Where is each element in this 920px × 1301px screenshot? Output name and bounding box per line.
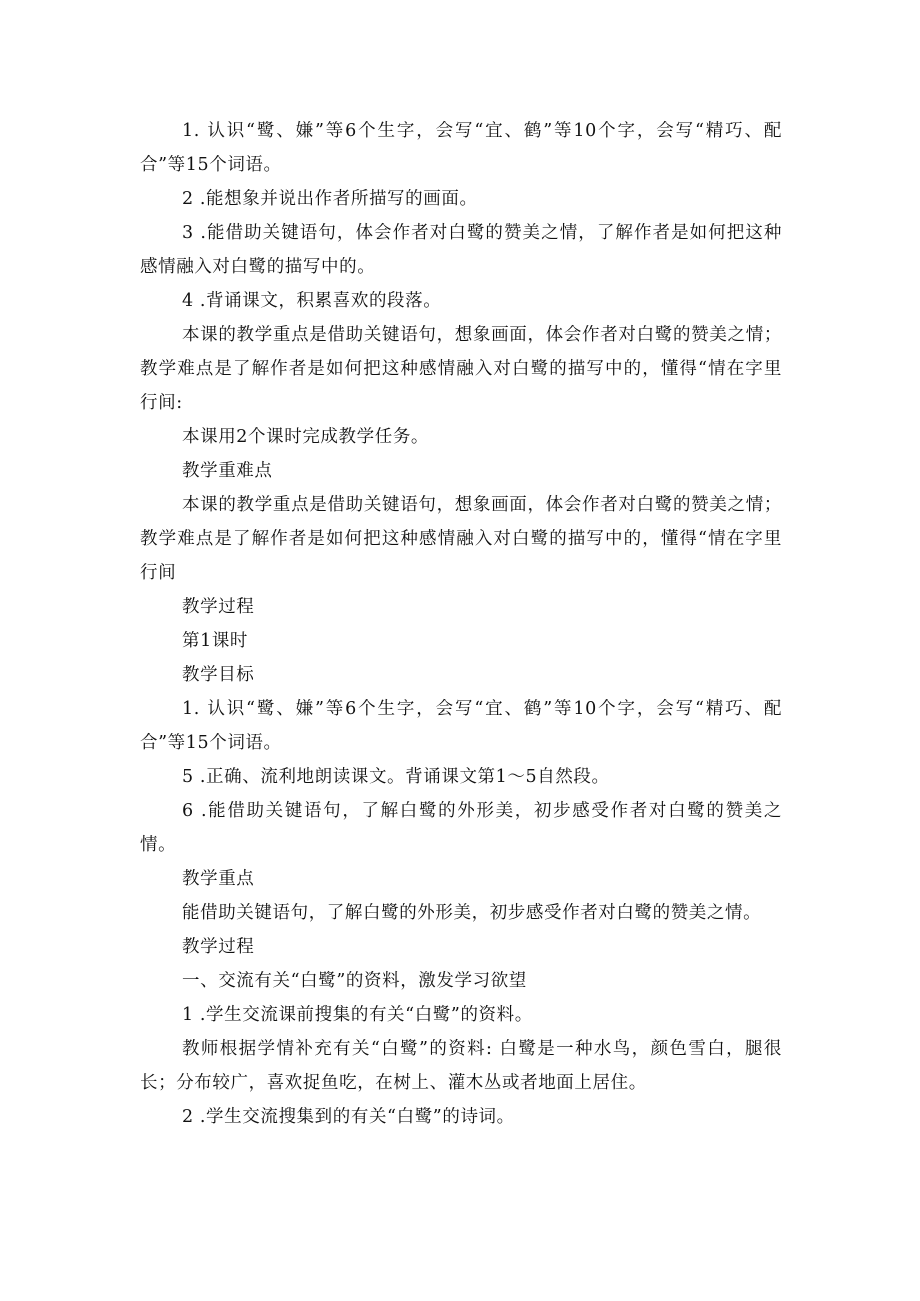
section-heading: 一、交流有关“白鹭”的资料，激发学习欲望 <box>182 971 527 991</box>
paragraph: 2 .能想象并说出作者所描写的画面。 <box>182 189 478 209</box>
paragraph: 1. 认识“鹭、嫌”等6个生字，会写“宜、鹤”等10个字，会写“精巧、配合”等15个词语。 <box>140 121 782 175</box>
paragraph: 能借助关键语句，了解白鹭的外形美，初步感受作者对白鹭的赞美之情。 <box>182 903 762 923</box>
paragraph: 6 .能借助关键语句，了解白鹭的外形美，初步感受作者对白鹭的赞美之情。 <box>140 801 782 855</box>
section-heading: 教学重点 <box>182 869 255 889</box>
section-heading: 教学过程 <box>182 597 255 617</box>
paragraph: 3 .能借助关键语句，体会作者对白鹭的赞美之情，了解作者是如何把这种感情融入对白鹭的描写中的。 <box>140 223 782 277</box>
section-heading: 第1课时 <box>182 631 249 651</box>
paragraph: 本课的教学重点是借助关键语句，想象画面，体会作者对白鹭的赞美之情；教学难点是了解作者是如何把这种感情融入对白鹭的描写中的，懂得“情在字里行间 <box>140 495 782 583</box>
paragraph: 1. 认识“鹭、嫌”等6个生字，会写“宜、鹤”等10个字，会写“精巧、配合”等15个词语。 <box>140 699 782 753</box>
document-body <box>140 114 782 1134</box>
section-heading: 教学过程 <box>182 937 255 957</box>
paragraph: 本课的教学重点是借助关键语句，想象画面，体会作者对白鹭的赞美之情；教学难点是了解作者是如何把这种感情融入对白鹭的描写中的，懂得“情在字里行间: <box>140 325 782 413</box>
paragraph: 本课用2个课时完成教学任务。 <box>182 427 430 447</box>
paragraph: 2 .学生交流搜集到的有关“白鹭”的诗词。 <box>182 1107 515 1127</box>
paragraph: 5 .正确、流利地朗读课文。背诵课文第1〜5自然段。 <box>182 767 610 787</box>
paragraph: 4 .背诵课文，积累喜欢的段落。 <box>182 291 442 311</box>
section-heading: 教学重难点 <box>182 461 273 481</box>
paragraph: 1 .学生交流课前搜集的有关“白鹭”的资料。 <box>182 1005 533 1025</box>
paragraph: 教师根据学情补充有关“白鹭”的资料: 白鹭是一种水鸟，颜色雪白，腿很长；分布较广，喜欢捉鱼吃，在树上、灌木丛或者地面上居住。 <box>140 1039 782 1093</box>
section-heading: 教学目标 <box>182 665 255 685</box>
